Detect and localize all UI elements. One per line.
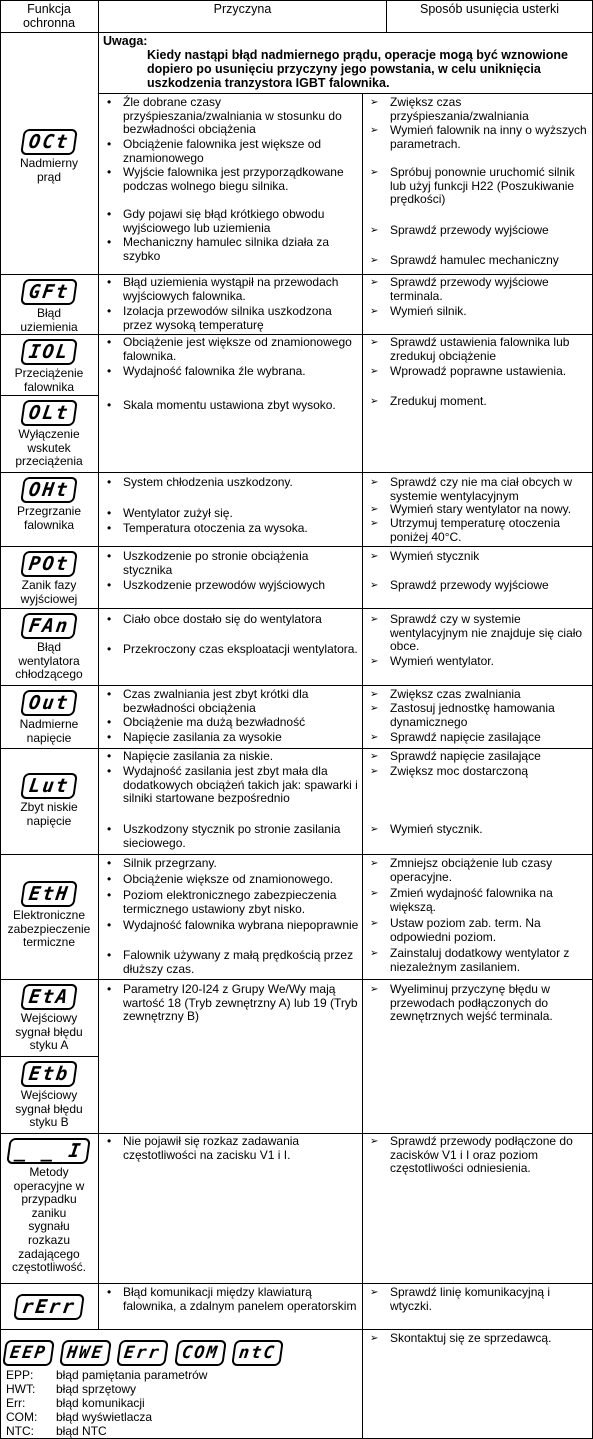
fault-caption-pot: Zanik fazy wyjściowej [20,578,78,606]
row-oct-remedies [363,94,593,275]
fault-code-fan: FAn [20,613,78,639]
row-lost-ref-causes [99,1134,363,1284]
row-gft-function [0,275,99,335]
fault-code-oht: OHt [20,477,78,503]
cause-item: • Wydajność zasilania jest zbyt mała dla dodatkowych obciążeń takich jak: spawarki i silniki startowane bezpośrednio [107,765,360,806]
fault-code-gft: GFt [20,279,78,305]
cause-item: • Uszkodzenie po stronie obciążenia stycznika [107,550,360,577]
remedy-item: ➢ Sprawdź napięcie zasilające [370,750,590,764]
row-fan-function [0,609,99,686]
remedy-item: ➢ Skontaktuj się ze sprzedawcą. [370,1332,590,1346]
row-misc-function [0,1330,363,1439]
cause-item: • Błąd komunikacji między klawiaturą falownika, a zdalnym panelem operatorskim [107,1286,360,1313]
cause-item: • Wentylator zużył się. [107,507,360,521]
fault-caption-eth: Elektroniczne zabezpieczenie termiczne [7,908,91,950]
row-olt-function [0,396,99,473]
fault-code-olt: OLt [20,400,78,426]
legend-key: EPP: [6,1368,34,1382]
row-pot-function [0,547,99,609]
header-col-remedy [387,0,593,33]
remedy-item: ➢ Zainstaluj dodatkowy wentylator z niezależnym zasilaniem. [370,947,590,974]
row-lut-causes [99,749,363,855]
row-fan-causes [99,609,363,686]
remedy-item: ➢ Utrzymuj temperaturę otoczenia poniżej 40°C. [370,517,590,544]
fault-code-pot: POt [20,551,78,577]
cause-item: • Falownik używany z małą prędkością przez dłuższy czas. [107,949,360,976]
cause-item: • Temperatura otoczenia za wysoka. [107,522,360,536]
cause-item: • Przekroczony czas eksploatacji wentylatora. [107,643,360,657]
cause-item: • Gdy pojawi się błąd krótkiego obwodu wyjściowego lub uziemienia [107,208,360,235]
legend-value: błąd komunikacji [56,1396,145,1410]
legend-row [6,1410,207,1424]
fault-code-lost-ref: _ _ I [7,1138,92,1164]
row-lost-ref-function [0,1134,99,1284]
row-iol-remedies [363,335,593,473]
remedy-item: ➢ Sprawdź przewody podłączone do zacisków V1 i I oraz poziom częstotliwości odniesienia. [370,1135,590,1176]
remedy-item: ➢ Zastosuj jednostkę hamowania dynamicznego [370,702,590,729]
remedy-item: ➢ Zmień wydajność falownika na większą. [370,887,590,914]
remedy-item: ➢ Sprawdź czy w systemie wentylacyjnym nie znajduje się ciało obce. [370,613,590,654]
legend-key: HWT: [6,1382,36,1396]
row-eth-remedies [363,855,593,980]
legend-row [6,1382,207,1396]
fault-code-rerr: rErr [13,1294,84,1320]
remedy-item: ➢ Wymień wentylator. [370,655,590,669]
legend-key: Err: [6,1396,26,1410]
note-title: Uwaga: [103,34,148,48]
remedy-item: ➢ Zwiększ moc dostarczoną [370,765,590,779]
row-eta-remedies [363,980,593,1134]
header-function-label: Funkcja ochronna [22,2,76,30]
fault-code-iol: IOL [20,339,78,365]
fault-caption-lut: Zbyt niskie napięcie [20,800,78,828]
cause-item: • Mechaniczny hamulec silnika działa za szybko [107,236,360,263]
cause-item: • System chłodzenia uszkodzony. [107,476,360,490]
cause-item: • Wyjście falownika jest przyporządkowane podczas wolnego biegu silnika. [107,166,360,193]
fault-code-ntc: ntC [231,1340,283,1366]
cause-item: • Napięcie zasilania za niskie. [107,750,360,764]
cause-item: • Obciążenie falownika jest większe od znamionowego [107,138,360,165]
header-col-function [0,0,99,33]
cause-item: • Błąd uziemienia wystąpił na przewodach wyjściowych falownika. [107,276,360,303]
row-rerr-function [0,1284,99,1330]
row-pot-causes [99,547,363,609]
note-box [99,33,593,94]
row-lost-ref-remedies [363,1134,593,1284]
row-fan-remedies [363,609,593,686]
remedy-item: ➢ Wymień falownik na inny o wyższych parametrach. [370,124,590,151]
cause-item: • Uszkodzenie przewodów wyjściowych [107,579,360,593]
remedy-item: ➢ Sprawdź linię komunikacyjną i wtyczki. [370,1286,590,1313]
row-oht-remedies [363,473,593,547]
cause-item: • Źle dobrane czasy przyśpieszania/zwalniania w stosunku do bezwładności obciążenia [107,96,360,137]
row-misc-remedies [363,1330,593,1439]
fault-code-lut: Lut [20,773,78,799]
header-cause-label: Przyczyna [213,2,272,16]
remedy-item: ➢ Wymień stycznik [370,550,590,564]
cause-item: • Poziom elektronicznego zabezpieczenia termicznego ustawiony zbyt nisko. [107,889,360,916]
row-out-remedies [363,686,593,749]
header-remedy-label: Sposób usunięcia usterki [420,2,559,16]
remedy-item: ➢ Wprowadź poprawne ustawienia. [370,365,590,379]
row-oct-function [0,33,99,275]
header-col-cause [99,0,387,33]
legend-row [6,1424,207,1438]
remedy-item: ➢ Ustaw poziom zab. term. Na odpowiedni poziom. [370,917,590,944]
row-etb-function [0,1057,99,1134]
fault-code-eep: EEP [2,1340,54,1366]
fault-code-eta: EtA [20,984,78,1010]
remedy-item: ➢ Sprawdź przewody wyjściowe terminala. [370,276,590,303]
remedy-item: ➢ Sprawdź napięcie zasilające [370,731,590,745]
remedy-item: ➢ Sprawdź hamulec mechaniczny [370,254,590,268]
fault-caption-out: Nadmierne napięcie [19,717,79,745]
remedy-item: ➢ Zwiększ czas zwalniania [370,688,590,702]
cause-item: • Wydajność falownika źle wybrana. [107,365,360,379]
cause-item: • Nie pojawił się rozkaz zadawania częstotliwości na zacisku V1 i I. [107,1135,360,1162]
fault-code-etb: Etb [20,1061,78,1087]
fault-caption-lost-ref: Metody operacyjne w przypadku zaniku sygnału rozkazu zadającego częstotliwość. [11,1165,87,1275]
remedy-item: ➢ Sprawdź ustawienia falownika lub zredukuj obciążenie [370,336,590,363]
fault-code-eth: EtH [20,881,78,907]
fault-caption-iol: Przeciążenie falownika [14,366,84,394]
legend-row [6,1368,207,1382]
legend-row [6,1396,207,1410]
cause-item: • Uszkodzony stycznik po stronie zasilania sieciowego. [107,823,360,850]
row-eta-function [0,980,99,1057]
cause-item: • Wydajność falownika wybrana niepoprawnie [107,919,360,933]
row-eth-causes [99,855,363,980]
fault-code-com: COM [174,1340,226,1366]
remedy-item: ➢ Zwiększ czas przyśpieszania/zwalniania [370,96,590,123]
note-body: Kiedy nastąpi błąd nadmiernego prądu, operacje mogą być wznowione dopiero po usunięciu przyczyny jego powstania, w celu uniknięcia uszkodzenia tranzystora IGBT falownika. [147,48,568,90]
row-oht-function [0,473,99,547]
row-out-function [0,686,99,749]
cause-item: • Silnik przegrzany. [107,857,360,871]
row-gft-remedies [363,275,593,335]
remedy-item: ➢ Wyeliminuj przyczynę błędu w przewodach podłączonych do zewnętrznych wejść terminala. [370,983,590,1024]
row-oct-causes [99,94,363,275]
cause-item: • Parametry I20-I24 z Grupy We/Wy mają wartość 18 (Tryb zewnętrzny A) lub 19 (Tryb zewnętrzny B) [107,983,360,1024]
row-eth-function [0,855,99,980]
fault-caption-oct: Nadmierny prąd [19,156,79,184]
row-oht-causes [99,473,363,547]
row-rerr-causes [99,1284,363,1330]
fault-caption-gft: Błąd uziemienia [20,306,78,334]
misc-code-list [4,1336,285,1368]
remedy-item: ➢ Sprawdź przewody wyjściowe [370,224,590,238]
row-lut-remedies [363,749,593,855]
row-gft-causes [99,275,363,335]
legend-key: COM: [6,1410,38,1424]
fault-code-oct: OCt [20,129,78,155]
cause-item: • Obciążenie ma dużą bezwładność [107,716,360,730]
legend-value: błąd pamiętania parametrów [56,1368,208,1382]
fault-caption-eta: Wejściowy sygnał błędu styku A [15,1011,83,1053]
legend-key: NTC: [6,1424,34,1438]
remedy-item: ➢ Sprawdź czy nie ma ciał obcych w systemie wentylacyjnym [370,476,590,503]
row-pot-remedies [363,547,593,609]
legend-value: błąd NTC [56,1424,107,1438]
cause-item: • Ciało obce dostało się do wentylatora [107,613,360,627]
misc-legend [6,1368,207,1438]
fault-caption-etb: Wejściowy sygnał błędu styku B [15,1088,83,1130]
remedy-item: ➢ Zredukuj moment. [370,395,590,409]
remedy-item: ➢ Wymień stycznik. [370,823,590,837]
cause-item: • Izolacja przewodów silnika uszkodzona przez wysoką temperaturę [107,305,360,332]
fault-caption-olt: Wyłączenie wskutek przeciążenia [15,427,83,469]
row-lut-function [0,749,99,855]
cause-item: • Skala momentu ustawiona zbyt wysoko. [107,399,360,413]
row-iol-causes [99,335,363,473]
fault-code-err: Err [117,1340,169,1366]
fault-caption-fan: Błąd wentylatora chłodzącego [15,640,83,682]
remedy-item: ➢ Wymień stary wentylator na nowy. [370,503,590,517]
row-iol-function [0,335,99,396]
remedy-item: ➢ Spróbuj ponownie uruchomić silnik lub użyj funkcji H22 (Poszukiwanie prędkości) [370,166,590,207]
cause-item: • Czas zwalniania jest zbyt krótki dla bezwładności obciążenia [107,688,360,715]
legend-value: błąd sprzętowy [56,1382,137,1396]
cause-item: • Obciążenie jest większe od znamionowego falownika. [107,336,360,363]
cause-item: • Obciążenie większe od znamionowego. [107,873,360,887]
remedy-item: ➢ Sprawdź przewody wyjściowe [370,579,590,593]
fault-code-out: Out [20,690,78,716]
fault-code-hwe: HWE [59,1340,111,1366]
row-rerr-remedies [363,1284,593,1330]
remedy-item: ➢ Zmniejsz obciążenie lub czasy operacyjne. [370,857,590,884]
fault-caption-oht: Przegrzanie falownika [16,504,82,532]
remedy-item: ➢ Wymień silnik. [370,305,590,319]
row-eta-causes [99,980,363,1134]
cause-item: • Napięcie zasilania za wysokie [107,731,360,745]
legend-value: błąd wyświetlacza [56,1410,153,1424]
row-out-causes [99,686,363,749]
